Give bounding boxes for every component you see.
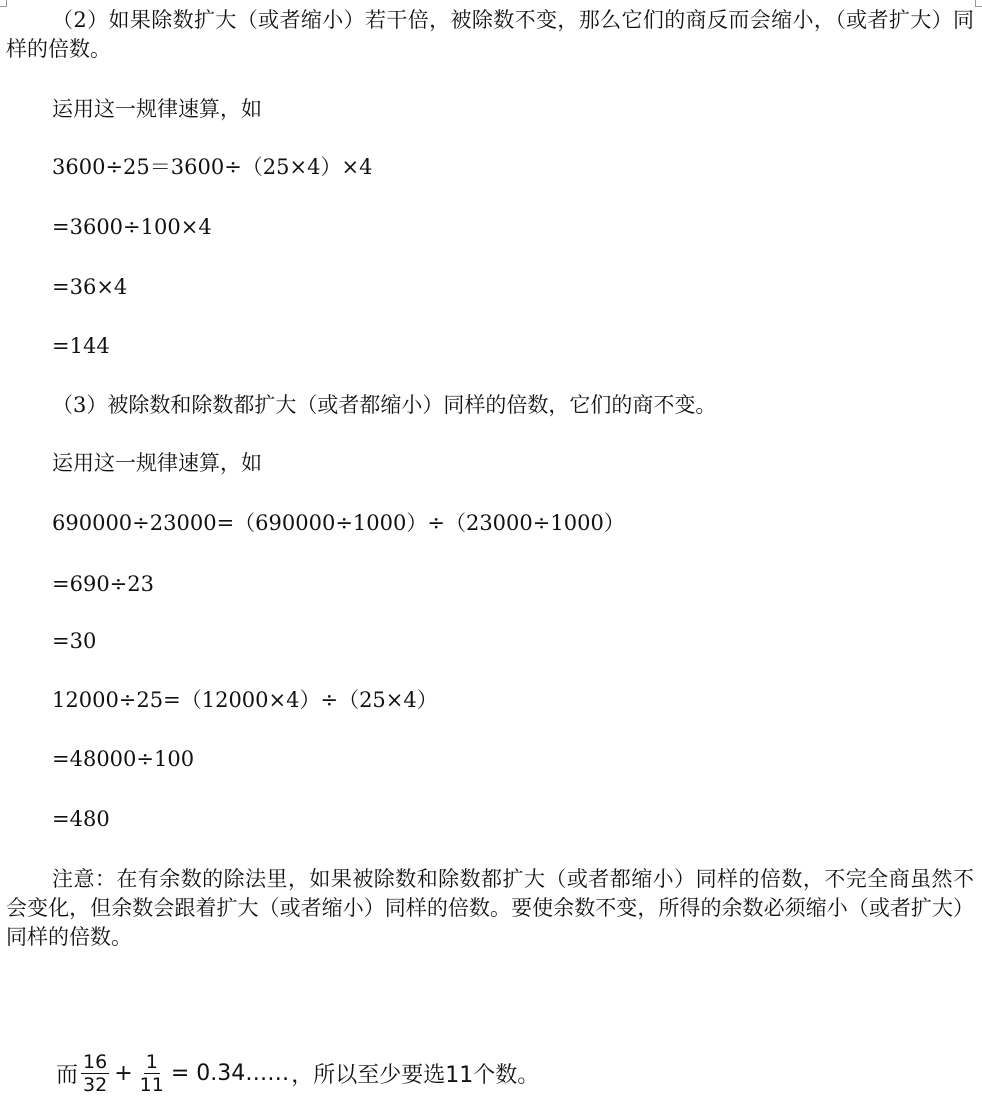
formula-prefix: 而: [56, 1062, 79, 1088]
formula-result: = 0.34……: [170, 1060, 290, 1086]
example-2-line-2: =690÷23: [52, 572, 154, 596]
example-2-line-1: 690000÷23000=（690000÷1000）÷（23000÷1000）: [52, 511, 625, 535]
plus-sign: +: [114, 1060, 133, 1086]
example-2-intro: 运用这一规律速算，如: [52, 451, 262, 475]
fraction-1-denominator: 32: [83, 1073, 108, 1096]
page-corner-mark-right: [975, 0, 982, 7]
note-paragraph: 注意：在有余数的除法里，如果被除数和除数都扩大（或者都缩小）同样的倍数，不完全商虽然不会变化，但余数会跟着扩大（或者缩小）同样的倍数。要使余数不变，所得的余数必须缩小（或者扩大）同样的倍数。: [6, 867, 974, 949]
rule-3-paragraph: （3）被除数和除数都扩大（或者都缩小）同样的倍数，它们的商不变。: [52, 393, 717, 417]
fraction-1-11: [138, 1051, 166, 1096]
fraction-2-denominator: 11: [139, 1073, 164, 1096]
formula-conclusion: ，所以至少要选11个数。: [291, 1062, 540, 1088]
fraction-1-numerator: 16: [83, 1050, 108, 1073]
example-2-line-5: =48000÷100: [52, 747, 195, 771]
example-1-intro: 运用这一规律速算，如: [52, 97, 262, 121]
example-1-line-1: 3600÷25＝3600÷（25×4）×4: [52, 155, 373, 179]
example-1-line-3: =36×4: [52, 275, 128, 299]
fraction-formula: [56, 1043, 539, 1103]
example-2-line-4: 12000÷25=（12000×4）÷（25×4）: [52, 688, 438, 712]
fraction-2-numerator: 1: [145, 1050, 158, 1073]
rule-2-paragraph: （2）如果除数扩大（或者缩小）若干倍，被除数不变，那么它们的商反而会缩小，（或者扩大）同样的倍数。: [6, 8, 974, 61]
example-2-line-3: =30: [52, 629, 97, 653]
example-2-line-6: =480: [52, 807, 110, 831]
fraction-16-32: [81, 1051, 109, 1096]
example-1-line-4: =144: [52, 334, 110, 358]
example-1-line-2: =3600÷100×4: [52, 215, 212, 239]
